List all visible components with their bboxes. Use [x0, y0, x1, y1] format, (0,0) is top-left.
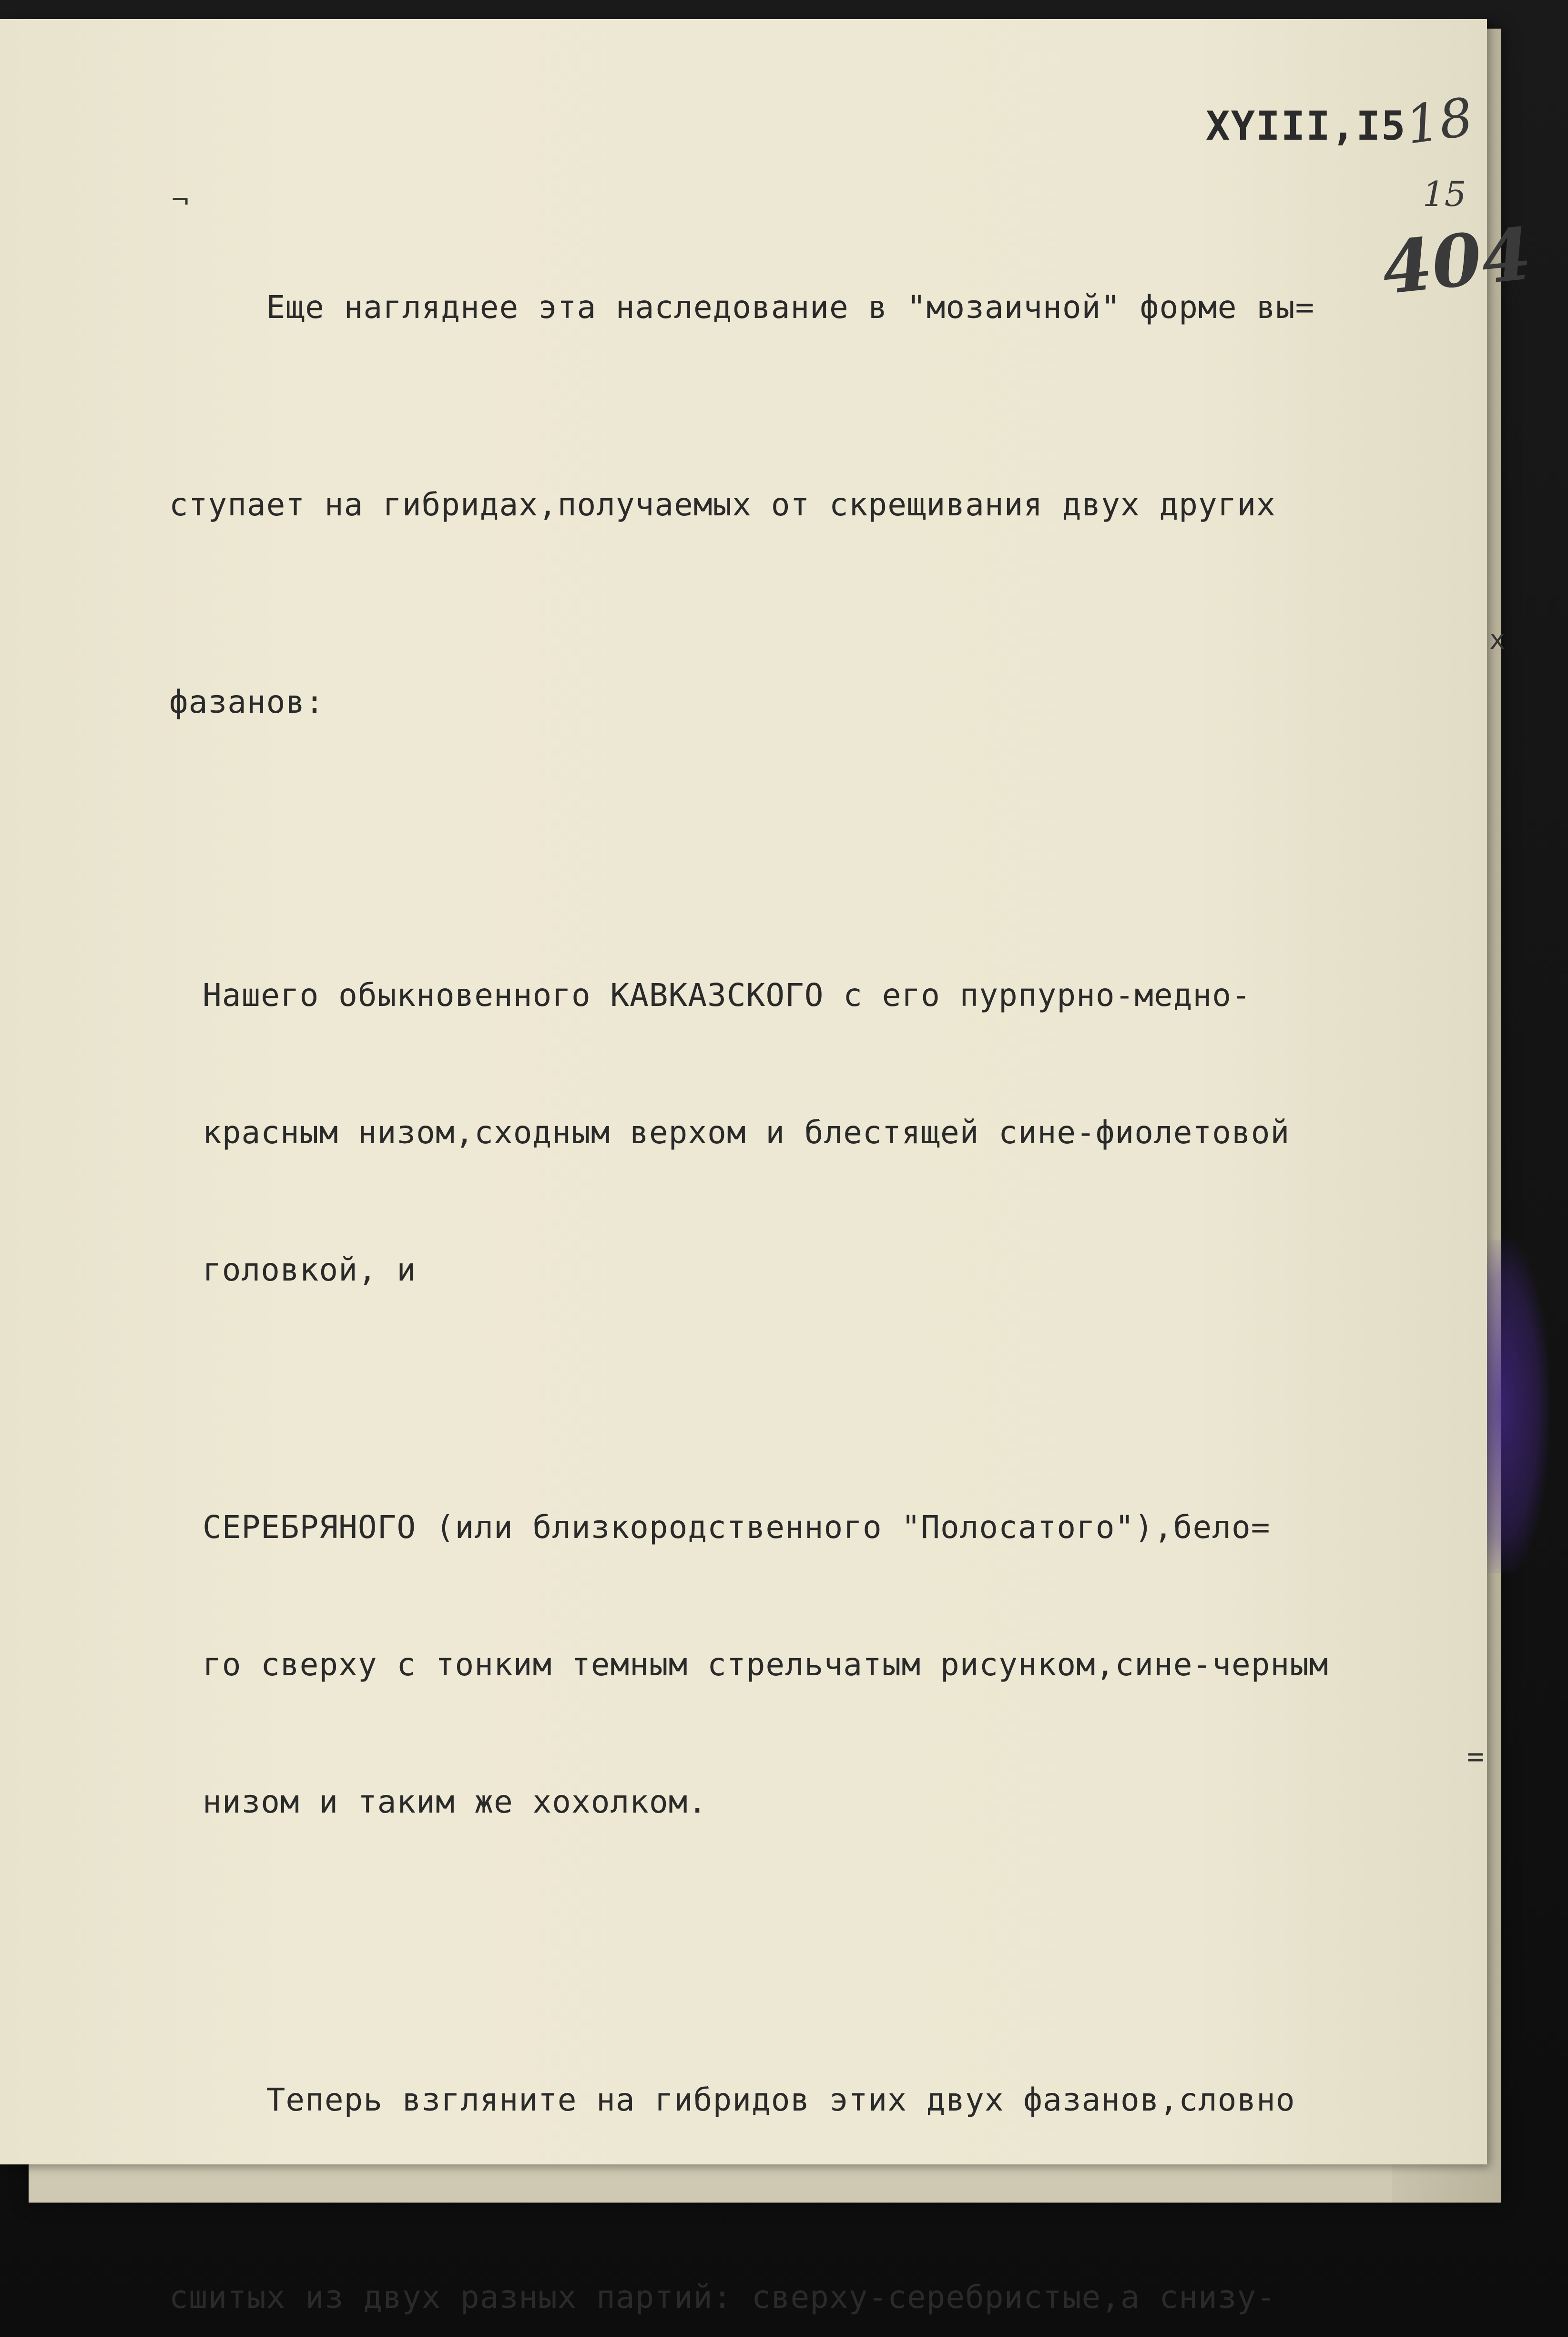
text-line: Нашего обыкновенного КАВКАЗСКОГО с его пурпурно-медно- [203, 977, 1251, 1014]
paragraph-hybrids [169, 1936, 1475, 2337]
text-line: красным низом,сходным верхом и блестящей сине-фиолетовой [203, 1114, 1290, 1151]
typewritten-page [0, 19, 1536, 2316]
document-text [169, 143, 1475, 2337]
handwritten-archive-number: 404 [1378, 212, 1536, 311]
text-line: СЕРЕБРЯНОГО (или близкородственного "Полосатого"),бело= [203, 1509, 1271, 1546]
text-line: головкой, и [203, 1251, 417, 1288]
text-line: Еще нагляднее эта наследование в "мозаичной" форме вы= [169, 289, 1315, 326]
handwritten-page-number: 15 [1423, 174, 1466, 214]
page-number: XYIII,I5 [1206, 102, 1406, 149]
margin-mark-right: x [1489, 625, 1506, 656]
text-line: сшитых из двух разных партий: сверху-серебристые,а снизу- [169, 2279, 1276, 2316]
paragraph-silver-pheasant [203, 1413, 1475, 1917]
text-line: Теперь взгляните на гибридов этих двух фазанов,словно [169, 2081, 1295, 2118]
paragraph-caucasian-pheasant [203, 881, 1475, 1384]
paragraph-intro [169, 143, 1475, 867]
text-line: ступает на гибридах,получаемых от скрещивания двух других [169, 486, 1276, 523]
text-line: го сверху с тонким темным стрельчатым рисунком,сине-черным [203, 1646, 1329, 1683]
handwritten-folio-number: 18 [1402, 86, 1477, 156]
text-line: низом и таким же хохолком. [203, 1784, 708, 1820]
margin-mark-left: ¬ [172, 184, 189, 217]
text-line: фазанов: [169, 684, 325, 720]
spacer [169, 1917, 1475, 1936]
margin-mark-equals: = [1467, 1740, 1485, 1773]
